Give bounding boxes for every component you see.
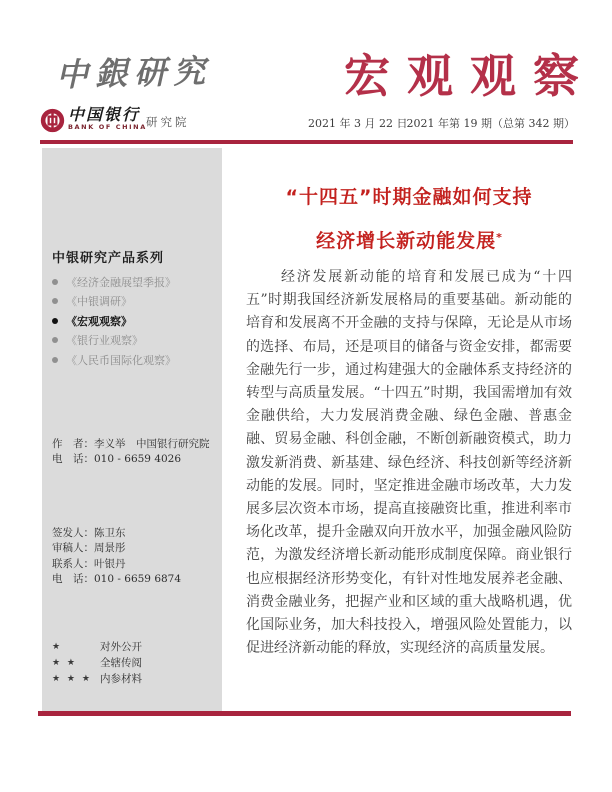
- legend-label: 内参材料: [100, 672, 142, 685]
- author-block: [52, 437, 210, 468]
- phone-label: 电 话：: [52, 453, 94, 466]
- signer-label: 签发人：: [52, 527, 94, 539]
- phone-value: 010 - 6659 6874: [94, 573, 182, 586]
- sidebar: [42, 148, 222, 711]
- department-label: 研究院: [146, 115, 190, 129]
- bank-name-zh: 中国银行: [68, 105, 141, 124]
- series-item-label: 《银行业观察》: [66, 334, 143, 348]
- phone-label: 电 话：: [52, 573, 94, 586]
- brand-calligraphy: 中銀研究: [55, 51, 213, 95]
- legend-row: [52, 656, 142, 672]
- legend-label: 全辖传阅: [100, 656, 142, 669]
- reviewer-value: 周景彤: [94, 542, 126, 555]
- series-item: [52, 331, 220, 351]
- signer-value: 陈卫东: [94, 527, 126, 539]
- reviewer-label: 审稿人：: [52, 542, 94, 555]
- phone-value: 010 - 6659 4026: [94, 453, 182, 466]
- article-title-line2-text: 经济增长新动能发展: [316, 230, 497, 252]
- series-list: [52, 272, 220, 370]
- contact-line: [52, 557, 181, 572]
- top-divider-rule: [40, 140, 573, 144]
- legend-row: [52, 640, 142, 656]
- signer-line: [52, 526, 181, 541]
- bullet-icon: [52, 298, 58, 304]
- bank-name-block: [68, 106, 147, 131]
- bullet-icon: [52, 318, 58, 324]
- series-title: 中银研究产品系列: [52, 251, 165, 266]
- author-value: 李义举 中国银行研究院: [94, 438, 210, 450]
- legend-label: 对外公开: [100, 641, 142, 653]
- bank-name-en: BANK OF CHINA: [68, 123, 147, 131]
- phone-line: [52, 452, 210, 467]
- author-line: [52, 437, 210, 452]
- phone-line: [52, 572, 181, 587]
- reviewer-line: [52, 541, 181, 556]
- article-abstract: 经济发展新动能的培育和发展已成为“十四五”时期我国经济新发展格局的重要基础。新动能的培育和发展离不开金融的支持与保障，无论是从市场的选择、布局，还是项目的储备与资金安排，都需要金融先行一步，通过构建强大的金融体系支持经济的转型与高质量发展。“十四五”时期，我国需增加有效金融供给，大力发展消费金融、绿色金融、普惠金融、贸易金融、科创金融，不断创新融资模式，助力激发新消费、新基建、绿色经济、科技创新等经济新动能的发展。同时，坚定推进金融市场改革，大力发展多层次资本市场，提高直接融资比重，推进利率市场化改革，提升金融双向开放水平，加强金融风险防范，为激发经济增长新动能形成制度保障。商业银行也应根据经济形势变化，有针对性地发展养老金融、消费金融业务，把握产业和区域的重大战略机遇，优化国际业务，加大科技投入，增强风险处置能力，以促进经济新动能的释放，实现经济的高质量发展。: [246, 269, 572, 657]
- bullet-icon: [52, 337, 58, 343]
- staff-block: [52, 526, 181, 588]
- contact-label: 联系人：: [52, 557, 94, 570]
- publisher-row: [40, 106, 575, 136]
- masthead-title: 宏观观察: [344, 49, 596, 103]
- footnote-asterisk: *: [496, 231, 502, 244]
- series-item-label: 《人民币国际化观察》: [66, 353, 176, 367]
- series-item-label: 《经济金融展望季报》: [66, 275, 176, 289]
- bullet-icon: [52, 357, 58, 363]
- issue-number: 2021 年第 19 期（总第 342 期）: [406, 117, 575, 130]
- star-icon: ★ ★ ★: [52, 673, 92, 684]
- publication-date: 2021 年 3 月 22 日: [308, 117, 408, 130]
- author-label: 作 者：: [52, 438, 94, 450]
- star-icon: ★ ★: [52, 657, 77, 668]
- series-item-label: 《中银调研》: [66, 295, 132, 309]
- article-title-line1: “十四五”时期金融如何支持: [285, 186, 533, 208]
- series-item: [52, 292, 220, 312]
- bank-of-china-logo-icon: [40, 108, 65, 137]
- series-item-current: [52, 311, 220, 331]
- series-item: [52, 350, 220, 370]
- legend-row: [52, 672, 142, 688]
- article-title-line2: [246, 225, 572, 254]
- classification-legend: [52, 640, 142, 687]
- contact-value: 叶银丹: [94, 557, 126, 570]
- bottom-divider-rule: [38, 711, 571, 716]
- article-area: [246, 184, 572, 660]
- series-item-label: 《宏观观察》: [66, 314, 132, 328]
- star-icon: ★: [52, 642, 63, 652]
- series-item: [52, 272, 220, 292]
- bullet-icon: [52, 279, 58, 285]
